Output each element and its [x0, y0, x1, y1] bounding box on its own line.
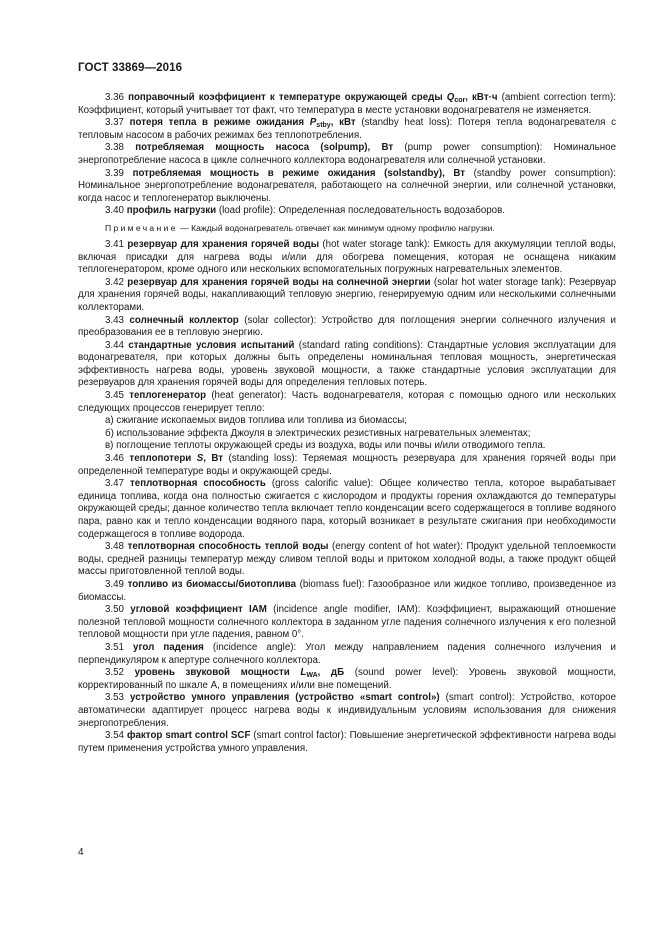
term-3-36: 3.36 поправочный коэффициент к температуре окружающей среды $Q_{cor}$, кВт·ч (ambient correction term): Коэффициент, который учитывает тот факт, что температура в месте установки водонагревателя не изменяется. [78, 92, 616, 116]
list-item-a: а) сжигание ископаемых видов топлива или топлива из биомассы; [105, 415, 407, 427]
term-3-40: 3.40 профиль нагрузки (load profile): Определенная последовательность водозаборов. [105, 205, 505, 217]
list-item-b: б) использование эффекта Джоуля в электрических резистивных нагревательных элементах; [105, 427, 531, 439]
term-3-48: 3.48 теплотворная способность теплой воды (energy content of hot water): Продукт удельной теплоемкости воды, средней разницы температур между сливом теплой воды и притоком холодной воды, а также продукт общей массы приготовленной теплой воды. [78, 541, 616, 578]
page-number: 4 [78, 847, 84, 858]
term-3-42: 3.42 резервуар для хранения горячей воды на солнечной энергии (solar hot water storage tank): Резервуар для хранения горячей воды, накапливающий тепловую энергию, генерируемую одним или несколькими солнечными коллекторами. [78, 276, 617, 313]
term-3-44: 3.44 стандартные условия испытаний (standard rating conditions): Стандартные условия эксплуатации для водонагревателя, при которых должны быть определены номинальная тепловая мощность, энергетическая эффективность нагрева воды, уровень звуковой мощности, а также стандартные условия эксплуатации для резервуаров для хранения горячей воды для определения тепловых потерь. [78, 339, 616, 389]
term-3-49: 3.49 топливо из биомассы/биотоплива (biomass fuel): Газообразное или жидкое топливо, произведенное из биомассы. [78, 578, 616, 603]
term-3-47: 3.47 теплотворная способность (gross calorific value): Общее количество тепла, которое вырабатывает единица топлива, когда она полностью сжигается с кислородом и продукты горения охлаждаются до температуры окружающей среды; данное количество тепла включает тепло конденсации всего содержащегося в топливе водяного пара, равно как и тепло конденсации водяного пара, который возникает в результате сжигания при необходимости содержащегося в топливе водорода. [78, 478, 616, 540]
note [78, 222, 616, 234]
term-3-51: 3.51 угол падения (incidence angle): Угол между направлением падения солнечного излучения и перпендикуляром к апертуре солнечного коллектора. [78, 641, 616, 666]
term-3-43: 3.43 солнечный коллектор (solar collector): Устройство для поглощения энергии солнечного излучения и преобразования ее в тепловую энергию. [78, 314, 616, 339]
note-label: Примечание [105, 222, 178, 233]
term-3-39: 3.39 потребляемая мощность в режиме ожидания (solstandby), Вт (standby power consumption): Номинальное энергопотребление водонагревателя, работающего на солнечной энергии, или солнечной установки, когда насос и теплогенератор выключены. [78, 167, 617, 204]
document-body [78, 92, 616, 755]
term-3-52: 3.52 уровень звуковой мощности $L_{WA}$, дБ (sound power level): Уровень звуковой мощности, корректированный по шкале А, в помещениях и/или вне помещений. [78, 667, 616, 691]
term-3-53: 3.53 устройство умного управления (устройство «smart control») (smart control): Устройство, которое автоматически адаптирует процесс нагрева воды к индивидуальным условиям использования для снижения энергопотребления. [78, 692, 616, 729]
term-3-37: 3.37 потеря тепла в режиме ожидания $P_{stby}$, кВт (standby heat loss): Потеря тепла водонагревателя с тепловым насосом в рабочих режимах без теплопотребления. [78, 117, 616, 141]
note-text: — Каждый водонагреватель отвечает как минимум одному профилю нагрузки. [177, 222, 495, 233]
term-3-50: 3.50 угловой коэффициент IAM (incidence angle modifier, IAM): Коэффициент, выражающий отношение полезной тепловой мощности солнечного коллектора в заданном угле падения солнечного излучения к его полезной тепловой мощности при угле падения, равном 0°. [78, 604, 616, 641]
document-header: ГОСТ 33869—2016 [78, 62, 183, 74]
term-3-41: 3.41 резервуар для хранения горячей воды (hot water storage tank): Емкость для аккумуляции теплой воды, включая присадки для нагрева воды и/или для обогрева помещения, которая не оснащена никаким теплогенератором, кроме одного или нескольких вспомогательных погружных нагревательных элементов. [78, 238, 616, 276]
term-3-46: 3.46 теплопотери S, Вт (standing loss): Теряемая мощность резервуара для хранения горячей воды при определенной температуре воды и окружающей среды. [78, 453, 616, 477]
list-item-c: в) поглощение теплоты окружающей среды из воздуха, воды или почвы и/или отводимого тепла. [105, 440, 546, 452]
term-3-38: 3.38 потребляемая мощность насоса (solpump), Вт (pump power consumption): Номинальное энергопотребление насоса в цикле солнечного коллектора водонагревателя или солнечной установки. [78, 142, 616, 166]
term-3-54: 3.54 фактор smart control SCF (smart control factor): Повышение энергетической эффективности нагрева воды путем применения устройства умного управления. [78, 730, 616, 754]
term-3-45: 3.45 теплогенератор (heat generator): Часть водонагревателя, которая с помощью одного или нескольких следующих процессов генерирует тепло: [78, 390, 616, 414]
